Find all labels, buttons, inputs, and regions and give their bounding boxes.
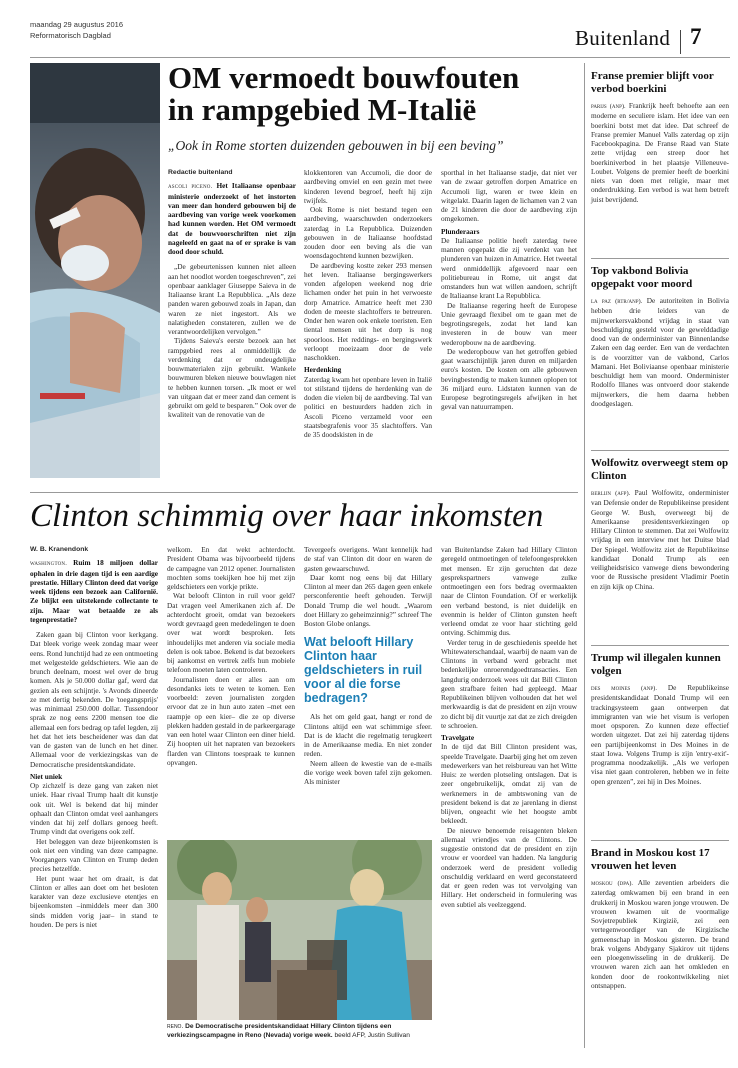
- sidebar-divider: [591, 450, 729, 451]
- sidebar-headline: Franse premier blijft voor verbod boerkini: [591, 70, 714, 95]
- sidebar-dateline: berlijn (afp).: [591, 490, 631, 497]
- sidebar-item-bolivia: [591, 265, 729, 408]
- story2-paragraph: Wat belooft Clinton in ruil voor geld? Dat vragen veel Amerikanen zich af. De achterdocht groeit, omdat van bezoekers wordt gevraagd geen mededelingen te doen over wat wordt besproken. Iets inhoudelijks met anderen via sociale media delen is ook taboe. Bekend is dat bezoekers bij aankomst en vertrek zelfs hun mobiele telefoon moeten laten controleren.: [167, 591, 295, 675]
- sidebar-dateline: moskou (dpa).: [591, 880, 634, 887]
- sidebar-item-wolfowitz: [591, 457, 729, 591]
- story2-paragraph: Neem alleen de kwestie van de e-mails die vorige week boven tafel zijn gekomen. Als minister: [304, 758, 432, 786]
- story1-paragraph: De wederopbouw van het getroffen gebied gaat waarschijnlijk jaren duren en miljarden euro's kosten. De kosten om alle gebouwen bevingbestendig te maken kunnen oplopen tot 36 miljard euro. Lidstaten kunnen van de Europese begrotingsregels afwijken in het geval van natuurrampen.: [441, 346, 577, 412]
- story2-paragraph: Zaken gaan bij Clinton voor kerkgang. Dat bleek vorige week zondag maar weer eens. Rond lunchtijd had ze een ontmoeting met welgestelde geldschieters. Wie aan de brunch deelnam, moest wel over de brug komen. Als je 50.000 dollar gaf, werd dat gezien als een schijntje. 's Avonds dineerde ze met dertig bekenden. De 'toegangsprijs' was minimaal 250.000 dollar. Tussendoor sprak ze nog eens 2200 mensen toe die allemaal een fors bedrag op tafel legden, zij het dat het iets bescheidener was dan dat van de gasten van de lunch en het diner. Allemaal voor de verkiezingskas van de Democratische presidentskandidate.: [30, 630, 158, 769]
- story1-subheading: Plunderaars: [441, 226, 480, 236]
- story-divider: [30, 492, 578, 493]
- clinton-photo: [167, 840, 432, 1020]
- story2-dateline: washington.: [30, 560, 68, 568]
- story2-byline: W. B. Kranendonk: [30, 546, 89, 553]
- caption-credit: beeld AFP, Justin Sullivan: [334, 1031, 410, 1039]
- sidebar-item-moskou: [591, 847, 729, 990]
- story2-paragraph: Verder terug in de geschiedenis speelde het Whitewaterschandaal, waarbij de naam van de Clintons in verband werd gebracht met bedenkelijke onroerendgoedtransacties. Een langdurig onderzoek wees uit dat Bill Clinton geen strafbare feiten had gepleegd. Maar Republikeinen blijven volhouden dat het wel merkwaardig is dat de president en zijn vrouw zo dicht bij dit vuurtje zat dat ze zich dreigden te schroeien.: [441, 637, 577, 730]
- story1-subhead: „Ook in Rome storten duizenden gebouwen in bij een beving”: [168, 138, 504, 153]
- sidebar-divider: [591, 645, 729, 646]
- story1-paragraph: De aardbeving kostte zeker 293 mensen het leven. Italiaanse bergingswerkers vonden afgelopen weekend nog drie lichamen onder het puin in het verwoeste dorp Amatrice. Amatrice heeft met 230 doden de meeste slachtoffers te betreuren. Onder hen waren ook enkele toeristen. Een tiental mensen uit het dorp is nog spoorloos. Het reddings- en bergingswerk verloopt moeizaam door de vele naschokken.: [304, 260, 432, 362]
- story2-subheading: Travelgate: [441, 733, 475, 742]
- caption-text: De Democratische presidentskandidaat Hillary Clinton tijdens een verkiezingscampagne in Reno (Nevada) vorige week.: [167, 1023, 392, 1039]
- story1-lead: [168, 181, 296, 256]
- story2-paragraph: De nieuwe benoemde reisagenten bleken allemaal vriendjes van de Clintons. De suggestie ontstond dat de president en zijn vrouw er voordeel van hadden. Na langdurig onderzoek werd de president volledig onschuldig verklaard en werd geconstateerd dat er geen reden was tot vervolging van Hillary. Het onderscheid in formulering was even subtiel als veelzeggend.: [441, 825, 577, 909]
- sidebar-dateline: la paz (rtr/anp).: [591, 298, 643, 305]
- sidebar-headline: Brand in Moskou kost 17 vrouwen het leven: [591, 847, 710, 872]
- sidebar-text: [591, 878, 729, 990]
- story1-dateline: ascoli piceno.: [168, 183, 213, 191]
- story1-paragraph: Zaterdag kwam het openbare leven in Italië tot stilstand tijdens de herdenking van de doden die vielen bij de aardbeving. Tal van politici en bestuurders hadden zich in Ascoli Piceno verzameld voor een staatsbegrafenis voor 35 slachtoffers. Van de 35 doodskisten in de: [304, 374, 432, 439]
- masthead-date: maandag 29 augustus 2016: [30, 20, 123, 29]
- story2-paragraph: Het beleggen van deze bijeenkomsten is ook niet een vinding van deze campagne. Voorgangers van Clinton en Trump deden precies hetzelfde.: [30, 836, 158, 874]
- story2-column-2: [167, 545, 295, 835]
- sidebar-dateline: des moines (anp).: [591, 685, 657, 692]
- sidebar-text: [591, 101, 729, 204]
- story2-paragraph: welkom. En dat wekt achterdocht. President Obama was bijvoorbeeld tijdens de campagne van 2012 opener. Journalisten mochten soms toekijken hoe hij met zijn geldschieters een vorkje prikte.: [167, 545, 295, 591]
- sidebar-item-franse-premier: [591, 70, 729, 204]
- story1-column-1: [168, 168, 296, 480]
- story2-subheading: Niet uniek: [30, 771, 63, 781]
- sidebar-body: De Republikeinse presidentskandidaat Donald Trump wil een trackingsysteem gaan ontwerpen dat immigranten van wie het visum is verlopen moet opsporen. Zo kunnen deze effectief worden uitgezet. Dat zei hij zaterdag tijdens een partijbijeenkomst in Des Moines in de staat Iowa. Volgens Trump is zijn 'entry-exit'-programma noodzakelijk. „Als we verlopen visa niet gaan controleren, hebben we in feite open grenzen”, zei hij in Des Moines.: [591, 683, 729, 786]
- sidebar-headline: Top vakbond Bolivia opgepakt voor moord: [591, 265, 693, 290]
- story2-paragraph: Op zichzelf is deze gang van zaken niet uniek. Haar rivaal Trump haalt dit kunstje ook uit. Wel is bekend dat hij minder ophaalt dan Clinton omdat veel aanhangers vinden dat hij zelf dollars genoeg heeft. Trump vindt dat overigens ook zelf.: [30, 781, 158, 837]
- sidebar-dateline: parijs (anp).: [591, 103, 626, 110]
- masthead-divider: [680, 30, 681, 54]
- earthquake-photo: [30, 63, 160, 478]
- story2-paragraph: Het punt waar het om draait, is dat Clinton er alles aan doet om het besloten karakter van deze exclusieve etentjes en bijeenkomsten –inmiddels meer dan 300 sinds midden vorig jaar– in stand te houden. De pers is niet: [30, 873, 158, 929]
- page-number: 7: [690, 24, 702, 49]
- photo-caption: [167, 1023, 437, 1040]
- clinton-photo-art: [167, 840, 432, 1020]
- sidebar-body: Frankrijk heeft behoefte aan een moderne en seculiere islam. Het idee van een boerkini botst met dat idee. Dat schreef de Franse premier Manuel Valls zaterdag op zijn Facebookpagina. De Franse Raad van State zette vrijdag een streep door het boerkiniverbod in het plaatsje Villeneuve-Loubet. Volgens de premier heeft de boerkini niets van doen met religie, maar met onderdrukking. Een verbod is wat hem betreft juist bevrijdend.: [591, 101, 729, 204]
- story2-paragraph: van Buitenlandse Zaken had Hillary Clinton geregeld ontmoetingen of telefoongesprekken met mensen. Er zijn geruchten dat deze gesprekspartners vanwege zulke ontmoetingen een fors bedrag overmaakten naar de Clinton Foundation. Of er werkelijk een verband bestond, is niet duidelijk en evenmin is helder of Clinton gunsten heeft verleend omdat ze voor haar stichting geld ontving. Schimmig dus.: [441, 545, 577, 638]
- earthquake-photo-art: [30, 63, 160, 478]
- sidebar-headline: Wolfowitz overweegt stem op Clinton: [591, 457, 729, 482]
- story2-paragraph: Journalisten doen er alles aan om desondanks iets te weten te komen. Een voorbeeld: zeven journalisten zorgden ervoor dat ze in hun auto zaten –met een raampje op een kier– die ze op diverse plekken hadden gestald in de parkeergarage van een hotel waar Clinton een diner hield. Zij hoopten uit het napraten van bezoekers flarden van Clintons toespraak te kunnen opvangen.: [167, 674, 295, 767]
- story1-paragraph: klokkentoren van Accumoli, die door de aardbeving omviel en een gezin met twee kinderen levend begroef, heeft hij zijn twijfels.: [304, 168, 432, 205]
- sidebar-divider: [591, 258, 729, 259]
- story2-column-3: [304, 545, 432, 835]
- story1-headline-line2: in rampgebied M-Italië: [168, 92, 477, 127]
- story2-paragraph: Als het om geld gaat, hangt er rond de Clintons altijd een wat schimmige sfeer. Dat is de klacht die regelmatig terugkeert in de Amerikaanse media. En niet zonder reden.: [304, 712, 432, 759]
- story2-paragraph: Daar komt nog eens bij dat Hillary Clinton al meer dan 265 dagen geen enkele persconferentie heeft gehouden. Terwijl Donald Trump die wel houdt. „Waarom doet Hillary zo geheimzinnig?” schreef The Boston Globe onlangs.: [304, 572, 432, 628]
- story2-headline: Clinton schimmig over haar inkomsten: [30, 498, 544, 534]
- story2-column-4: [441, 545, 577, 1043]
- sidebar-text: [591, 296, 729, 408]
- story2-lead-text: Ruim 18 miljoen dollar ophalen in drie dagen tijd is een aardige prestatie. Hillary Clinton deed dat vorige week tijdens een bezoek aan Californië. Ze blijkt een uitstekende collectante te zijn. Maar wat betaalde ze als tegenprestatie?: [30, 558, 158, 624]
- sidebar-text: [591, 488, 729, 591]
- sidebar-text: [591, 683, 729, 786]
- sidebar-body: De autoriteiten in Bolivia hebben drie leiders van de mijnwerkersvakbond vrijdag in staat van beschuldiging gesteld voor de gewelddadige dood van de onderminister van Binnenlandse Zaken een dag eerder. Een van de verdachten is de voorzitter van de vakbond, Carlos Mamani. Het Boliviaanse openbaar ministerie beschuldigt hem van moord. Onderminister Rodolfo Illanes was ontvoerd door stakende mijnwerkers, die hem daarna hebben doodgeslagen.: [591, 296, 730, 408]
- sidebar-body: Alle zeventien arbeiders die zaterdag omkwamen bij een brand in een drukkerij in Moskou waren jonge vrouwen. De vrouwen kwamen uit de voormalige Sovjetrepubliek Kirgizië, zei een vertegenwoordiger van de Kirgizische gemeenschap in Moskou gisteren. De brand brak volgens Abdygany Sjakirov uit tijdens een ploegenwisseling in de drukkerij. De vrouwen waren zich aan het omkleden en konden door de rookontwikkeling niet ontsnappen.: [591, 878, 730, 990]
- sidebar-body: Paul Wolfowitz, onderminister van Defensie onder de Republikeinse president George W. Bush, overweegt bij de Amerikaanse presidentsverkiezingen op Hillary Clinton te stemmen. Dat zei Wolfowitz vrijdag in een interview met het Duitse blad Der Spiegel. Wolfowitz ziet de Republikeinse kandidaat Donald Trump als een veiligheidsrisico vanwege diens bewondering voor de Russische president Vladimir Poetin en zijn kijk op China.: [591, 488, 729, 591]
- sidebar-divider: [591, 840, 729, 841]
- story1-headline-line1: OM vermoedt bouwfouten: [168, 60, 520, 95]
- pullquote: Wat belooft Hillary Clinton haar geldschieters in ruil voor al die forse bedragen?: [304, 635, 423, 706]
- story1-headline: [168, 62, 578, 126]
- story1-column-2: [304, 168, 432, 480]
- story1-paragraph: „De gebeurtenissen kunnen niet alleen aan het noodlot worden toegeschreven”, zei openbaar aanklager Giuseppe Saieva in de Italiaanse krant La Repubblica. „Als deze panden waren gebouwd zoals in Japan, dan waren ze niet ingestort. Als we nalatigheden constateren, zullen we de verantwoordelijken vervolgen.”: [168, 262, 296, 336]
- story1-byline: Redactie buitenland: [168, 169, 233, 176]
- story1-paragraph: Tijdens Saieva's eerste bezoek aan het rampgebied rees al onmiddellijk de verdenking dat er ondeugdelijke bouwmaterialen zijn gebruikt. Wankele bouwmuren bleken nieuwe bouwlagen niet te hebben kunnen torsen. „Ik moet er wel van uitgaan dat er meer zand dan cement is gebruikt om geld te besparen.” Ook over de kwaliteit van de renovatie van de: [168, 336, 296, 420]
- sidebar-rule: [584, 63, 585, 1048]
- story1-subheading: Herdenking: [304, 365, 342, 375]
- story1-paragraph: De Italiaanse politie heeft zaterdag twee mannen opgepakt die zij verdenkt van het plunderen van huizen in Amatrice. Het tweetal werd onmiddellijk afgevoerd naar een politiebureau in Rome, uit angst dat omstanders hun wat willen aandoen, schrijft de Italiaanse krant La Repubblica.: [441, 235, 577, 301]
- story1-paragraph: Ook Rome is niet bestand tegen een aardbeving, waarschuwden onderzoekers zaterdag in La Repubblica. Duizenden gebouwen in de Italiaanse hoofdstad zouden door een beving als die van woensdagochtend kunnen bezwijken.: [304, 205, 432, 261]
- section-title: Buitenland: [575, 26, 671, 50]
- story1-column-3: [441, 168, 577, 480]
- sidebar-item-trump: [591, 652, 729, 786]
- masthead-rule: [30, 57, 730, 58]
- story1-lead-text: Het Italiaanse openbaar ministerie onderzoekt of het instorten van meer dan honderd gebouwen bij de aardbeving van vorige week voorkomen had kunnen worden. Het OM vermoedt dat de bouwvoorschriften niet zijn nageleefd en gaat na of er sprake is van dood door schuld.: [168, 181, 296, 256]
- story1-paragraph: De Italiaanse regering heeft de Europese Unie gevraagd flexibel om te gaan met de begrotingsregels, zodat het land kan investeren in de bouw van meer wederopbouw na de aardbeving.: [441, 300, 577, 347]
- story2-paragraph: Tevergeefs overigens. Want kennelijk had de staf van Clinton dit door en waren de gasten gewaarschuwd.: [304, 545, 432, 573]
- story1-paragraph: sporthal in het Italiaanse stadje, dat niet ver van de zwaar getroffen dorpen Amatrice en Accumoli ligt, waren er twee klein en witgelakt. Daarin lagen de lichamen van 2 van de 21 kinderen die door de aardbeving zijn omgekomen.: [441, 168, 577, 224]
- story2-lead: [30, 558, 158, 624]
- story2-column-1: [30, 545, 158, 1043]
- sidebar-headline: Trump wil illegalen kunnen volgen: [591, 652, 721, 677]
- story2-paragraph: In de tijd dat Bill Clinton president was, speelde Travelgate. Daarbij ging het om zeven medewerkers van het reisbureau van het Witte Huis: ze werden plotseling ontslagen. Dat is zeer ongebruikelijk, omdat zij van de werknemers in de ambtswoning van de president bekend is dat ze jarenlang in dienst blijven, ongeacht wie het hoogste ambt bekleedt.: [441, 742, 577, 826]
- masthead-paper: Reformatorisch Dagblad: [30, 31, 111, 40]
- caption-place: reno.: [167, 1023, 184, 1030]
